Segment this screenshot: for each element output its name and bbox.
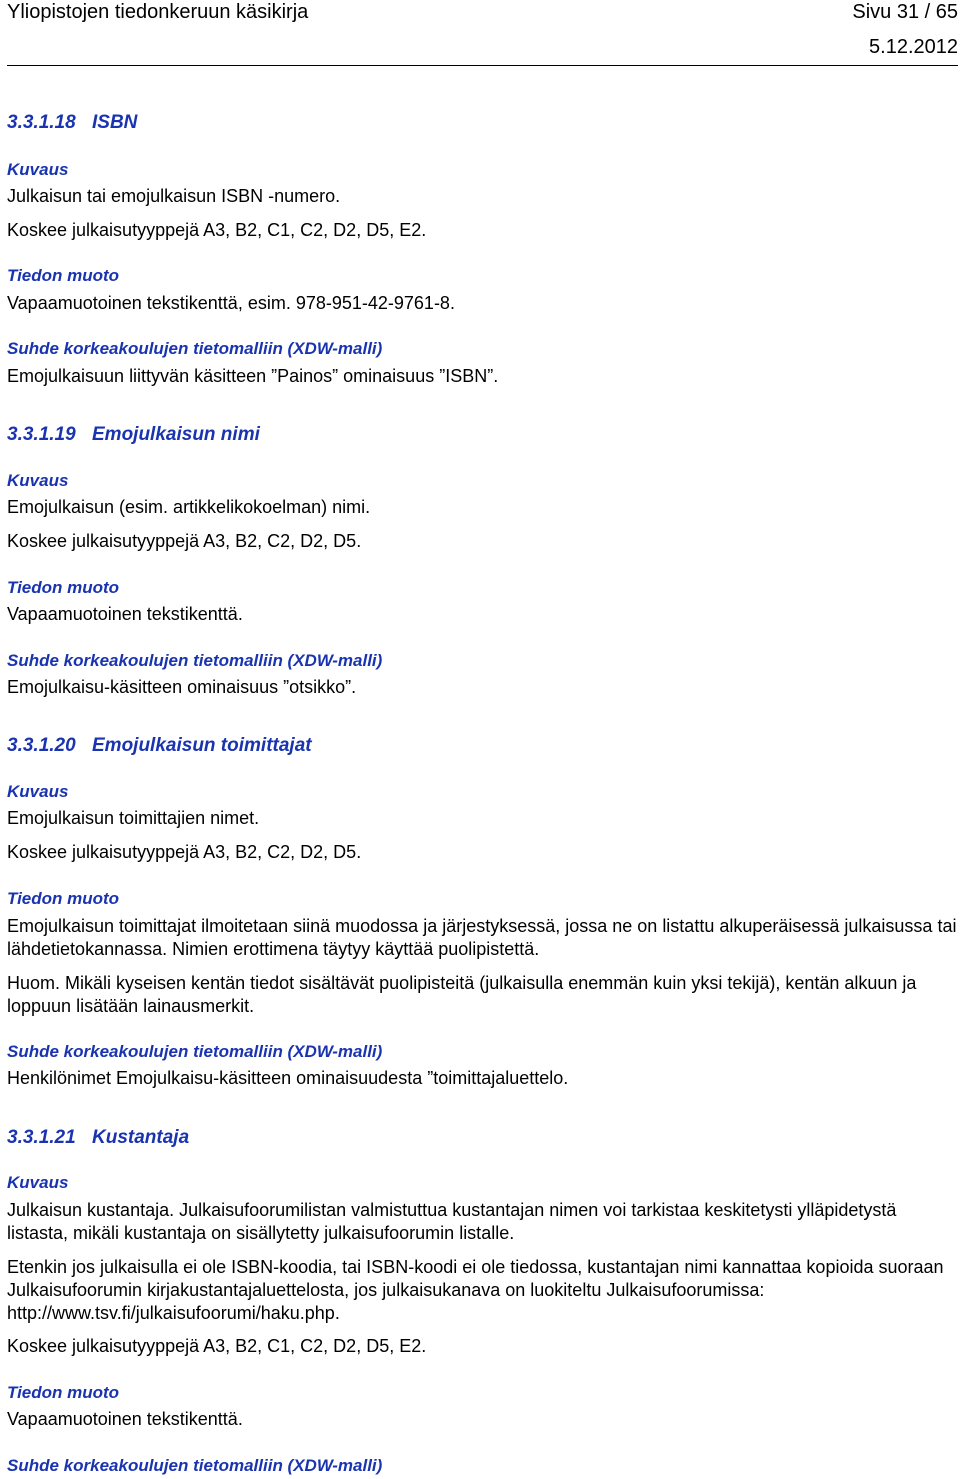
- relation-label: Suhde korkeakoulujen tietomalliin (XDW-malli): [7, 651, 383, 670]
- section-title: ISBN: [92, 112, 138, 133]
- description-label: Kuvaus: [7, 1173, 69, 1192]
- section-heading-emojulkaisun-nimi: [7, 424, 260, 446]
- data-format-label: Tiedon muoto: [7, 266, 120, 285]
- description-text: Emojulkaisun (esim. artikkelikokoelman) nimi.: [7, 497, 371, 517]
- section-number: 3.3.1.21: [7, 1127, 76, 1148]
- section-heading-kustantaja: [7, 1127, 189, 1149]
- data-format-text: Vapaamuotoinen tekstikenttä.: [7, 604, 243, 624]
- data-format-note: Huom. Mikäli kyseisen kentän tiedot sisältävät puolipisteitä (julkaisulla enemmän kuin yksi tekijä), kentän alkuun ja loppuun lisätään lainausmerkit.: [7, 973, 917, 1016]
- section-heading-emojulkaisun-toimittajat: [7, 735, 312, 757]
- description-label: Kuvaus: [7, 782, 69, 801]
- description-text: Etenkin jos julkaisulla ei ole ISBN-koodia, tai ISBN-koodi ei ole tiedossa, kustantajan nimi kannattaa kopioida suoraan Julkaisufoorumin kirjakustantajaluettelosta, jos julkaisukanava on luokiteltu Julkaisufoorumissa: http://www.tsv.fi/julkaisufoorumi/haku.php.: [7, 1257, 944, 1323]
- relation-label: Suhde korkeakoulujen tietomalliin (XDW-malli): [7, 1456, 383, 1475]
- relation-text: Emojulkaisu-käsitteen ominaisuus ”otsikko”.: [7, 677, 357, 697]
- document-title: Yliopistojen tiedonkeruun käsikirja: [7, 1, 309, 23]
- description-text: Koskee julkaisutyyppejä A3, B2, C2, D2, D5.: [7, 531, 362, 551]
- description-text: Emojulkaisun toimittajien nimet.: [7, 808, 260, 828]
- data-format-text: Vapaamuotoinen tekstikenttä.: [7, 1409, 243, 1429]
- description-label: Kuvaus: [7, 160, 69, 179]
- section-title: Emojulkaisun toimittajat: [92, 735, 312, 756]
- relation-label: Suhde korkeakoulujen tietomalliin (XDW-malli): [7, 1042, 383, 1061]
- document-date: 5.12.2012: [869, 36, 958, 58]
- description-text: Koskee julkaisutyyppejä A3, B2, C1, C2, D2, D5, E2.: [7, 220, 427, 240]
- section-number: 3.3.1.18: [7, 112, 76, 133]
- data-format-text: Emojulkaisun toimittajat ilmoitetaan siinä muodossa ja järjestyksessä, jossa ne on listattu alkuperäisessä julkaisussa tai lähdetietokannassa. Nimien erottimena täytyy käyttää puolipistettä.: [7, 916, 957, 959]
- section-title: Kustantaja: [92, 1127, 190, 1148]
- description-text: Julkaisun tai emojulkaisun ISBN -numero.: [7, 186, 341, 206]
- page-header: [7, 0, 958, 70]
- relation-label: Suhde korkeakoulujen tietomalliin (XDW-malli): [7, 339, 383, 358]
- data-format-text: Vapaamuotoinen tekstikenttä, esim. 978-951-42-9761-8.: [7, 293, 455, 313]
- section-number: 3.3.1.20: [7, 735, 76, 756]
- header-divider: [7, 65, 958, 66]
- data-format-label: Tiedon muoto: [7, 1383, 120, 1402]
- data-format-label: Tiedon muoto: [7, 889, 120, 908]
- description-label: Kuvaus: [7, 471, 69, 490]
- description-text: Koskee julkaisutyyppejä A3, B2, C2, D2, D5.: [7, 842, 362, 862]
- description-text: Koskee julkaisutyyppejä A3, B2, C1, C2, D2, D5, E2.: [7, 1336, 427, 1356]
- data-format-label: Tiedon muoto: [7, 578, 120, 597]
- section-number: 3.3.1.19: [7, 424, 76, 445]
- relation-text: Henkilönimet Emojulkaisu-käsitteen ominaisuudesta ”toimittajaluettelo.: [7, 1068, 569, 1088]
- relation-text: Emojulkaisuun liittyvän käsitteen ”Painos” ominaisuus ”ISBN”.: [7, 366, 499, 386]
- page-number: Sivu 31 / 65: [852, 1, 958, 23]
- section-heading-isbn: [7, 112, 137, 134]
- section-title: Emojulkaisun nimi: [92, 424, 260, 445]
- description-text: Julkaisun kustantaja. Julkaisufoorumilistan valmistuttua kustantajan nimen voi tarkistaa keskitetysti ylläpidetystä listasta, mikäli kustantaja on sisällytetty julkaisufoorumin listalle.: [7, 1200, 897, 1243]
